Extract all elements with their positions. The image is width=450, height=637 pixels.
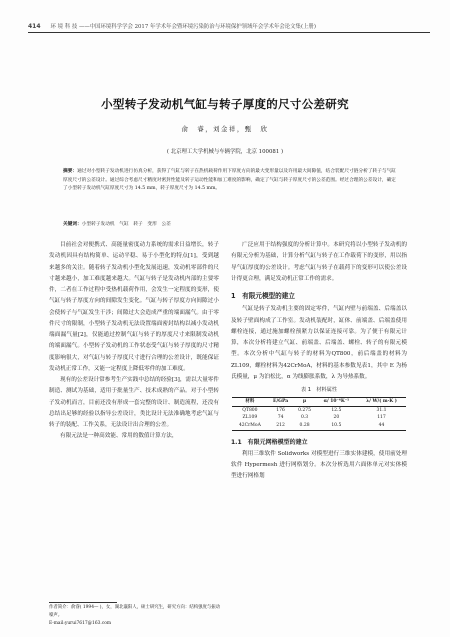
table-cell: 0.28 — [299, 423, 310, 429]
table-row — [232, 414, 406, 422]
table-header: α/ 10⁻⁶K⁻¹ — [323, 399, 350, 405]
body-paragraph: 利用三维软件 Solidworks 对模型进行三维实体建模，使用前处理软件 Hypermesh 进行网格划分。本次分析选用六面体单元对实体模型进行网格划 — [231, 450, 407, 480]
table-cell: 0.275 — [298, 407, 311, 413]
abstract — [63, 168, 396, 194]
right-column — [231, 240, 407, 483]
abstract-label: 摘要： — [63, 169, 78, 174]
affiliation: ( 北京理工大学机械与车辆学院，北京 100081 ) — [166, 149, 284, 155]
left-column — [49, 240, 219, 443]
table-cell: 176 — [276, 407, 285, 413]
body-paragraph: 现有的公差设计常参考生产实践中总结的经验[3]，需以大量零件制造、测试为基础，适用于批量生产、技术成熟的产品。对于小型转子发动机而言，目前还没有形成一套完整的设计、制造流程，还没有总结出足够的经验以指导公差设计，类比设计无法准确地考虑气缸与转子的装配、工作关系，无法设计出合理的公差。 — [49, 377, 219, 428]
table-header-row — [232, 398, 406, 407]
page-number: 414 — [28, 22, 41, 30]
keywords — [63, 221, 396, 227]
table-cell: 44 — [378, 423, 385, 429]
abstract-text: 通过对小型转子发动机进行仿真分析，获得了气缸与转子在热机载荷作用下厚度方向的最大变形量以及许用最大间隙值，结合装配尺寸链分析了转子与气缸厚度尺寸的公差设计。通过综合考虑尺寸精度对密封性能及转子运动性能和加工难度的影响，确定了气缸与转子厚度尺寸的公差范围。经过合理的公差设计，确定了小型转子发动机气缸厚度尺寸为 14.5 mm，转子厚度尺寸为 14.5 mm。 — [63, 169, 396, 192]
running-header — [28, 20, 430, 32]
table-cell: 20 — [333, 415, 340, 421]
body-paragraph: 广泛应用于结构强度的分析计算中。本研究将以小型转子发动机的有限元分析为基础，计算分析气缸与转子在工作载荷下的变形，用以指导气缸厚度的公差设计。考虑气缸与转子在载荷下的变形可以使公差设计得更合理，满足发动机正常工作的需求。 — [231, 242, 407, 282]
table-header: E/GPa — [273, 399, 289, 405]
table-cell: 74 — [277, 415, 284, 421]
footnote-rule — [49, 602, 117, 603]
body-paragraph: 目前社会对便携式、高能量密度动力系统的需求日益增长，转子发动机因具有结构简单、运动平稳、易于小型化的特点[1]，受到越来越多的关注。随着转子发动机小型化发展迅速，发动机零部件的尺寸越来越小，加工难度越来越大。气缸与转子是发动机内部的主要零件，二者在工作过程中受热机载荷作用，会发生一定程度的变形，使气缸与转子厚度方向的间隙发生变化。气缸与转子厚度方向间隙过小会使转子与气缸发生干涉；间隙过大会造成严重的端面漏气。由于零件尺寸的限制，小型转子发动机无法设置端面密封结构以减小发动机端面漏气量[2]，仅能通过控制气缸与转子的厚度尺寸来限制发动机的端面漏气。小型转子发动机的工作状态受气缸与转子厚度的尺寸精度影响很大，对气缸与转子厚度尺寸进行合理的公差设计，既能保证发动机正常工作，又能一定程度上降低零件的加工难度。 — [49, 242, 219, 372]
table-cell: 10.5 — [331, 423, 342, 429]
keywords-text: 小型转子发动机 气缸 转子 变形 公差 — [81, 222, 171, 227]
subsection-heading: 1.1 有限元网格模型的建立 — [231, 438, 308, 446]
table-cell: 212 — [276, 423, 285, 429]
header-rule — [28, 32, 430, 33]
table-cell: 12.5 — [331, 407, 342, 413]
table-caption: 表 1 材料属性 — [300, 387, 338, 393]
running-title: 环 境 科 技 ——中国环境科学学会 2017 年学术年会暨环境污染防治与环境保护领域年会学术年会论文集(上册) — [50, 24, 316, 30]
section-heading: 1 有限元模型的建立 — [231, 292, 295, 300]
material-table — [232, 397, 406, 430]
table-cell: 0.3 — [300, 415, 309, 421]
table-header: λ/ W/( m·K ) — [366, 399, 397, 405]
table-cell: ZL109 — [242, 415, 258, 421]
paper-title: 小型转子发动机气缸与转子厚度的尺寸公差研究 — [101, 97, 349, 111]
footnote — [49, 604, 224, 628]
table-cell: 117 — [377, 415, 386, 421]
table-cell: 42CrMoA — [238, 423, 261, 429]
table-row — [232, 406, 406, 414]
author-list: 俞 睿，刘金祥，甄 欣 — [181, 125, 269, 133]
table-cell: QT800 — [242, 407, 258, 413]
table-row — [232, 422, 406, 430]
table-header: μ — [302, 399, 307, 405]
author-bio: 作者简介：俞睿( 1994— )，女，湖北襄阳人，硕士研究生，研究方向：结构强度与振动噪声。 — [49, 605, 221, 618]
table-cell: 31.1 — [376, 407, 387, 413]
body-paragraph: 气缸是转子发动机主要的固定零件，气缸内壁与前端盖、后端盖以及转子壁面构成了工作室。发动机装配时，缸体、前端盖、后端盖使用螺栓连接，通过施加螺栓预紧力以保证连接可靠。为了便于有限元计算，本次分析将建立气缸、前端盖、后端盖、螺栓、转子的有限元模型。本次分析中气缸与转子的材料为QT800，前后端盖的材料为ZL109，螺栓材料为42CrMoA，材料的基本参数见表1，其中 E 为杨氏模量，μ 为泊松比，α 为线膨胀系数，λ 为导热系数。 — [231, 306, 407, 380]
keywords-label: 关键词： — [63, 222, 82, 227]
author-email: E-mail:yurui7617@163.com — [49, 621, 112, 626]
table-header: 材料 — [245, 399, 255, 405]
body-paragraph: 有限元法是一种高效能、常用的数值计算方法， — [60, 433, 178, 440]
